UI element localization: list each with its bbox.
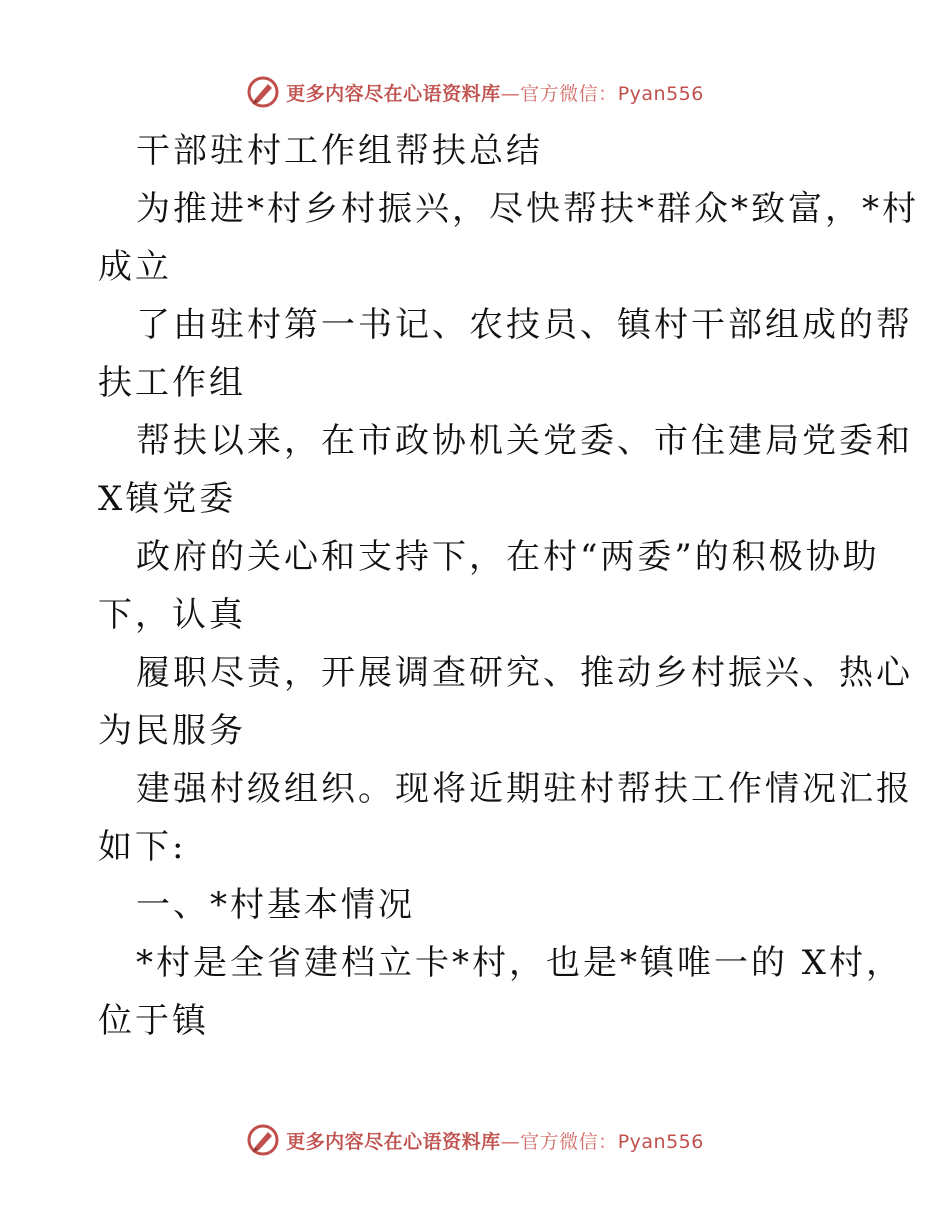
text-line: 扶工作组 — [98, 363, 246, 403]
watermark-text: 更多内容尽在心语资料库—官方微信：Pyan556 — [286, 1130, 704, 1153]
text-line: 建强村级组织。现将近期驻村帮扶工作情况汇报 — [136, 769, 913, 809]
text-line: 为推进*村乡村振兴，尽快帮扶*群众*致富，*村 — [136, 189, 919, 229]
text-line: 帮扶以来，在市政协机关党委、市住建局党委和 — [136, 421, 913, 461]
header-watermark — [0, 72, 950, 112]
document-title: 干部驻村工作组帮扶总结 — [136, 131, 543, 171]
text-line: X镇党委 — [98, 479, 237, 519]
footer-watermark — [0, 1120, 950, 1160]
text-line: 下，认真 — [98, 595, 246, 635]
pen-logo-icon — [246, 75, 280, 109]
text-line: 如下: — [98, 827, 187, 867]
document-body — [98, 122, 919, 1050]
watermark-text: 更多内容尽在心语资料库—官方微信：Pyan556 — [286, 82, 704, 105]
text-line: 成立 — [98, 247, 172, 287]
text-line: 了由驻村第一书记、农技员、镇村干部组成的帮 — [136, 305, 913, 345]
pen-logo-icon — [246, 1123, 280, 1157]
text-line: 位于镇 — [98, 1001, 209, 1041]
text-line: 政府的关心和支持下，在村“两委”的积极协助 — [136, 537, 880, 577]
text-line: *村是全省建档立卡*村，也是*镇唯一的 X村， — [136, 943, 904, 983]
text-line: 履职尽责，开展调查研究、推动乡村振兴、热心 — [136, 653, 913, 693]
text-line: 为民服务 — [98, 711, 246, 751]
text-line: 一、*村基本情况 — [136, 885, 415, 925]
